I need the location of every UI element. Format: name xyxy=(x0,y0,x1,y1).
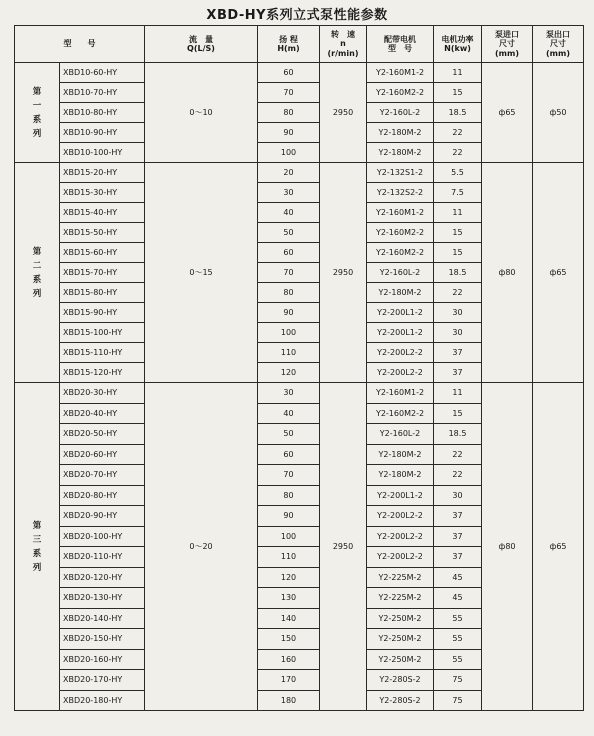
model-cell: XBD15-80-HY xyxy=(60,283,145,303)
head-cell: 60 xyxy=(258,243,320,263)
motor-cell: Y2-200L2-2 xyxy=(367,506,434,527)
model-cell: XBD15-40-HY xyxy=(60,203,145,223)
motor-cell: Y2-160M2-2 xyxy=(367,243,434,263)
model-cell: XBD20-140-HY xyxy=(60,608,145,629)
power-cell: 37 xyxy=(434,547,482,568)
motor-cell: Y2-225M-2 xyxy=(367,567,434,588)
motor-cell: Y2-160M2-2 xyxy=(367,83,434,103)
motor-cell: Y2-180M-2 xyxy=(367,143,434,163)
header-inlet-label: 泵进口 xyxy=(495,30,519,40)
power-cell: 11 xyxy=(434,203,482,223)
head-cell: 30 xyxy=(258,183,320,203)
model-cell: XBD20-30-HY xyxy=(60,383,145,404)
model-cell: XBD20-100-HY xyxy=(60,526,145,547)
model-cell: XBD15-20-HY xyxy=(60,163,145,183)
motor-cell: Y2-160L-2 xyxy=(367,103,434,123)
model-cell: XBD20-50-HY xyxy=(60,424,145,445)
header-outlet-sub: 尺寸 xyxy=(550,39,566,49)
power-cell: 37 xyxy=(434,506,482,527)
head-cell: 140 xyxy=(258,608,320,629)
head-cell: 20 xyxy=(258,163,320,183)
header-head xyxy=(258,26,320,63)
model-cell: XBD15-120-HY xyxy=(60,363,145,383)
power-cell: 30 xyxy=(434,303,482,323)
model-cell: XBD10-70-HY xyxy=(60,83,145,103)
header-inlet-sub: 尺寸 xyxy=(499,39,515,49)
series-label: 第 三 系 列 xyxy=(15,383,60,711)
motor-cell: Y2-160L-2 xyxy=(367,263,434,283)
model-cell: XBD20-110-HY xyxy=(60,547,145,568)
model-cell: XBD10-90-HY xyxy=(60,123,145,143)
motor-cell: Y2-180M-2 xyxy=(367,444,434,465)
motor-cell: Y2-200L2-2 xyxy=(367,343,434,363)
head-cell: 180 xyxy=(258,690,320,711)
motor-cell: Y2-250M-2 xyxy=(367,649,434,670)
head-cell: 110 xyxy=(258,343,320,363)
table-row xyxy=(15,383,584,404)
power-cell: 11 xyxy=(434,63,482,83)
model-cell: XBD15-110-HY xyxy=(60,343,145,363)
table-row xyxy=(15,63,584,83)
motor-cell: Y2-250M-2 xyxy=(367,629,434,650)
power-cell: 15 xyxy=(434,83,482,103)
header-outlet-unit: (mm) xyxy=(546,48,570,58)
inlet-cell: ф80 xyxy=(482,163,533,383)
flow-cell: 0～15 xyxy=(145,163,258,383)
header-inlet-unit: (mm) xyxy=(495,48,519,58)
power-cell: 5.5 xyxy=(434,163,482,183)
head-cell: 160 xyxy=(258,649,320,670)
power-cell: 75 xyxy=(434,690,482,711)
head-cell: 50 xyxy=(258,223,320,243)
header-motor-label: 配带电机 xyxy=(384,34,416,44)
power-cell: 11 xyxy=(434,383,482,404)
header-power xyxy=(434,26,482,63)
outlet-cell: ф65 xyxy=(533,383,584,711)
head-cell: 40 xyxy=(258,203,320,223)
motor-cell: Y2-280S-2 xyxy=(367,670,434,691)
flow-cell: 0～20 xyxy=(145,383,258,711)
header-speed-label: 转 速 xyxy=(331,30,355,40)
head-cell: 50 xyxy=(258,424,320,445)
power-cell: 37 xyxy=(434,343,482,363)
power-cell: 30 xyxy=(434,323,482,343)
power-cell: 30 xyxy=(434,485,482,506)
model-cell: XBD15-60-HY xyxy=(60,243,145,263)
inlet-cell: ф65 xyxy=(482,63,533,163)
header-speed xyxy=(320,26,367,63)
power-cell: 22 xyxy=(434,143,482,163)
speed-cell: 2950 xyxy=(320,163,367,383)
motor-cell: Y2-160M1-2 xyxy=(367,383,434,404)
series-label: 第 二 系 列 xyxy=(15,163,60,383)
inlet-cell: ф80 xyxy=(482,383,533,711)
header-flow xyxy=(145,26,258,63)
model-cell: XBD15-90-HY xyxy=(60,303,145,323)
power-cell: 15 xyxy=(434,243,482,263)
power-cell: 55 xyxy=(434,608,482,629)
head-cell: 80 xyxy=(258,485,320,506)
motor-cell: Y2-160L-2 xyxy=(367,424,434,445)
head-cell: 60 xyxy=(258,444,320,465)
head-cell: 110 xyxy=(258,547,320,568)
motor-cell: Y2-200L2-2 xyxy=(367,363,434,383)
head-cell: 100 xyxy=(258,143,320,163)
header-model: 型 号 xyxy=(15,26,145,63)
header-speed-n: n xyxy=(340,39,346,49)
model-cell: XBD15-70-HY xyxy=(60,263,145,283)
pump-spec-table xyxy=(14,25,584,711)
header-motor xyxy=(367,26,434,63)
head-cell: 130 xyxy=(258,588,320,609)
head-cell: 120 xyxy=(258,363,320,383)
head-cell: 90 xyxy=(258,123,320,143)
motor-cell: Y2-132S2-2 xyxy=(367,183,434,203)
motor-cell: Y2-200L1-2 xyxy=(367,323,434,343)
motor-cell: Y2-200L1-2 xyxy=(367,485,434,506)
model-cell: XBD20-60-HY xyxy=(60,444,145,465)
header-flow-label: 流 量 xyxy=(189,34,213,44)
motor-cell: Y2-132S1-2 xyxy=(367,163,434,183)
power-cell: 22 xyxy=(434,465,482,486)
model-cell: XBD20-70-HY xyxy=(60,465,145,486)
head-cell: 70 xyxy=(258,83,320,103)
power-cell: 15 xyxy=(434,403,482,424)
model-cell: XBD20-130-HY xyxy=(60,588,145,609)
header-head-label: 扬 程 xyxy=(279,34,298,44)
power-cell: 37 xyxy=(434,363,482,383)
power-cell: 55 xyxy=(434,629,482,650)
motor-cell: Y2-225M-2 xyxy=(367,588,434,609)
motor-cell: Y2-180M-2 xyxy=(367,465,434,486)
motor-cell: Y2-200L2-2 xyxy=(367,547,434,568)
model-cell: XBD15-30-HY xyxy=(60,183,145,203)
model-cell: XBD20-80-HY xyxy=(60,485,145,506)
speed-cell: 2950 xyxy=(320,63,367,163)
power-cell: 18.5 xyxy=(434,103,482,123)
header-flow-unit: Q(L/S) xyxy=(187,44,215,53)
outlet-cell: ф50 xyxy=(533,63,584,163)
head-cell: 100 xyxy=(258,323,320,343)
model-cell: XBD20-180-HY xyxy=(60,690,145,711)
head-cell: 80 xyxy=(258,103,320,123)
model-cell: XBD10-100-HY xyxy=(60,143,145,163)
model-cell: XBD20-40-HY xyxy=(60,403,145,424)
power-cell: 15 xyxy=(434,223,482,243)
header-outlet xyxy=(533,26,584,63)
motor-cell: Y2-180M-2 xyxy=(367,123,434,143)
power-cell: 75 xyxy=(434,670,482,691)
motor-cell: Y2-200L1-2 xyxy=(367,303,434,323)
model-cell: XBD15-50-HY xyxy=(60,223,145,243)
header-power-unit: N(kw) xyxy=(444,44,471,53)
speed-cell: 2950 xyxy=(320,383,367,711)
motor-cell: Y2-160M2-2 xyxy=(367,403,434,424)
head-cell: 40 xyxy=(258,403,320,424)
series-label: 第 一 系 列 xyxy=(15,63,60,163)
head-cell: 30 xyxy=(258,383,320,404)
header-head-unit: H(m) xyxy=(277,44,300,53)
head-cell: 60 xyxy=(258,63,320,83)
spec-table-container xyxy=(14,25,583,711)
header-outlet-label: 泵出口 xyxy=(546,30,570,40)
head-cell: 70 xyxy=(258,465,320,486)
power-cell: 37 xyxy=(434,526,482,547)
head-cell: 100 xyxy=(258,526,320,547)
head-cell: 70 xyxy=(258,263,320,283)
motor-cell: Y2-160M1-2 xyxy=(367,203,434,223)
head-cell: 90 xyxy=(258,506,320,527)
table-body xyxy=(15,63,584,711)
model-cell: XBD20-150-HY xyxy=(60,629,145,650)
motor-cell: Y2-280S-2 xyxy=(367,690,434,711)
power-cell: 22 xyxy=(434,123,482,143)
table-row xyxy=(15,163,584,183)
table-header xyxy=(15,26,584,63)
head-cell: 170 xyxy=(258,670,320,691)
head-cell: 150 xyxy=(258,629,320,650)
power-cell: 18.5 xyxy=(434,263,482,283)
model-cell: XBD20-170-HY xyxy=(60,670,145,691)
model-cell: XBD10-60-HY xyxy=(60,63,145,83)
document-title: XBD-HY系列立式泵性能参数 xyxy=(206,8,388,23)
motor-cell: Y2-160M2-2 xyxy=(367,223,434,243)
model-cell: XBD15-100-HY xyxy=(60,323,145,343)
head-cell: 120 xyxy=(258,567,320,588)
header-motor-sub: 型 号 xyxy=(388,44,412,53)
head-cell: 80 xyxy=(258,283,320,303)
power-cell: 45 xyxy=(434,588,482,609)
power-cell: 22 xyxy=(434,444,482,465)
model-cell: XBD20-90-HY xyxy=(60,506,145,527)
outlet-cell: ф65 xyxy=(533,163,584,383)
motor-cell: Y2-160M1-2 xyxy=(367,63,434,83)
header-speed-unit: (r/min) xyxy=(327,48,359,58)
model-cell: XBD20-120-HY xyxy=(60,567,145,588)
motor-cell: Y2-180M-2 xyxy=(367,283,434,303)
header-power-label: 电机功率 xyxy=(441,34,474,44)
power-cell: 7.5 xyxy=(434,183,482,203)
model-cell: XBD20-160-HY xyxy=(60,649,145,670)
power-cell: 45 xyxy=(434,567,482,588)
head-cell: 90 xyxy=(258,303,320,323)
header-inlet xyxy=(482,26,533,63)
flow-cell: 0～10 xyxy=(145,63,258,163)
motor-cell: Y2-200L2-2 xyxy=(367,526,434,547)
model-cell: XBD10-80-HY xyxy=(60,103,145,123)
power-cell: 18.5 xyxy=(434,424,482,445)
power-cell: 55 xyxy=(434,649,482,670)
motor-cell: Y2-250M-2 xyxy=(367,608,434,629)
power-cell: 22 xyxy=(434,283,482,303)
